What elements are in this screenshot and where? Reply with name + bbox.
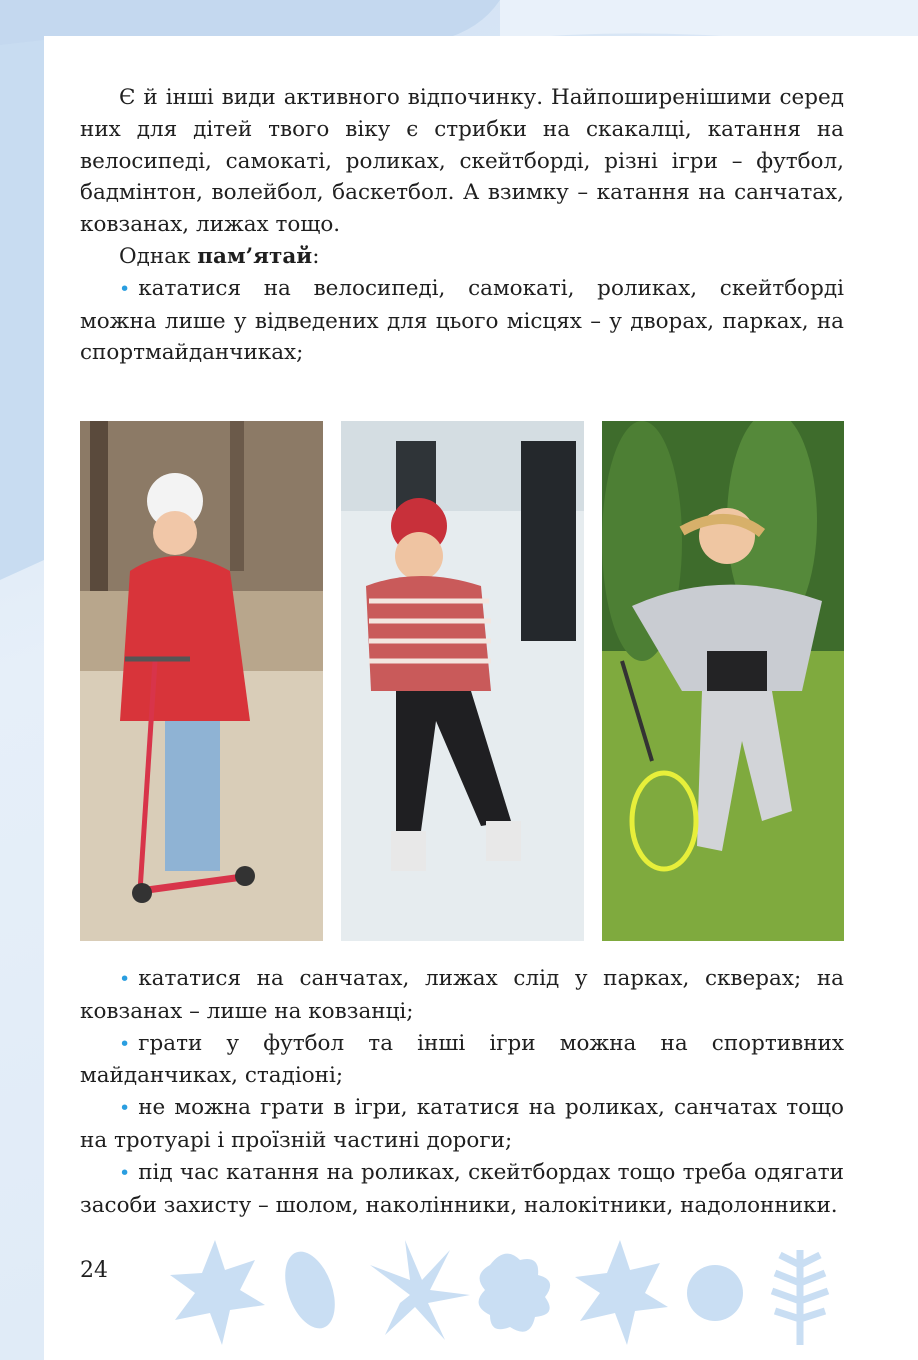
- rule-item: • під час катання на роликах, скейтбордах тощо треба одягати засоби захисту – шолом, наколінники, налокітники, надолонники.: [80, 1159, 844, 1218]
- oval-leaf-icon: [276, 1245, 345, 1335]
- bullet-icon: •: [119, 1161, 131, 1184]
- maple-leaf-icon: [170, 1240, 265, 1345]
- bullet-icon: •: [119, 1097, 131, 1120]
- leaf-decoration: [160, 1235, 860, 1350]
- photo-boy-ice-skating: [341, 421, 584, 941]
- intro-paragraph: Є й інші види активного відпочинку. Найпоширенішими серед них для дітей твого віку є стрибки на скакалці, катання на велосипеді, самокаті, роликах, скейтборді, різні ігри – футбол, бадмінтон, волейбол, баскетбол. А взимку – катання на санчатах, ковзанах, лижах тощо.: [80, 85, 844, 238]
- rule-item: • не можна грати в ігри, кататися на роликах, санчатах тощо на тротуарі і проїзній частині дороги;: [80, 1095, 844, 1153]
- bullet-icon: •: [119, 1032, 131, 1055]
- remember-line: Однак пам’ятай:: [119, 243, 320, 269]
- round-leaf-icon: [687, 1265, 743, 1321]
- remember-bold: пам’ятай: [197, 243, 313, 269]
- bullet-icon: •: [119, 277, 131, 300]
- fern-leaf-icon: [772, 1250, 828, 1345]
- photo-girl-on-scooter: [80, 421, 323, 941]
- rule-item: • кататися на санчатах, лижах слід у парках, скверах; на ковзанах – лише на ковзанці;: [80, 966, 844, 1024]
- rule-item: • кататися на велосипеді, самокаті, роликах, скейтборді можна лише у відведених для цього місцях – у дворах, парках, на спортмайданчиках;: [80, 275, 844, 366]
- bullet-icon: •: [119, 968, 131, 990]
- maple-leaf-icon: [575, 1240, 668, 1345]
- page-number: 24: [80, 1258, 108, 1283]
- bottom-text-block: [80, 963, 844, 1221]
- top-text-block: [80, 82, 844, 369]
- oak-leaf-icon: [479, 1254, 551, 1332]
- photo-boy-playing-badminton: [602, 421, 844, 941]
- chestnut-leaf-icon: [370, 1240, 470, 1340]
- rule-item: • грати у футбол та інші ігри можна на спортивних майданчиках, стадіоні;: [80, 1030, 844, 1089]
